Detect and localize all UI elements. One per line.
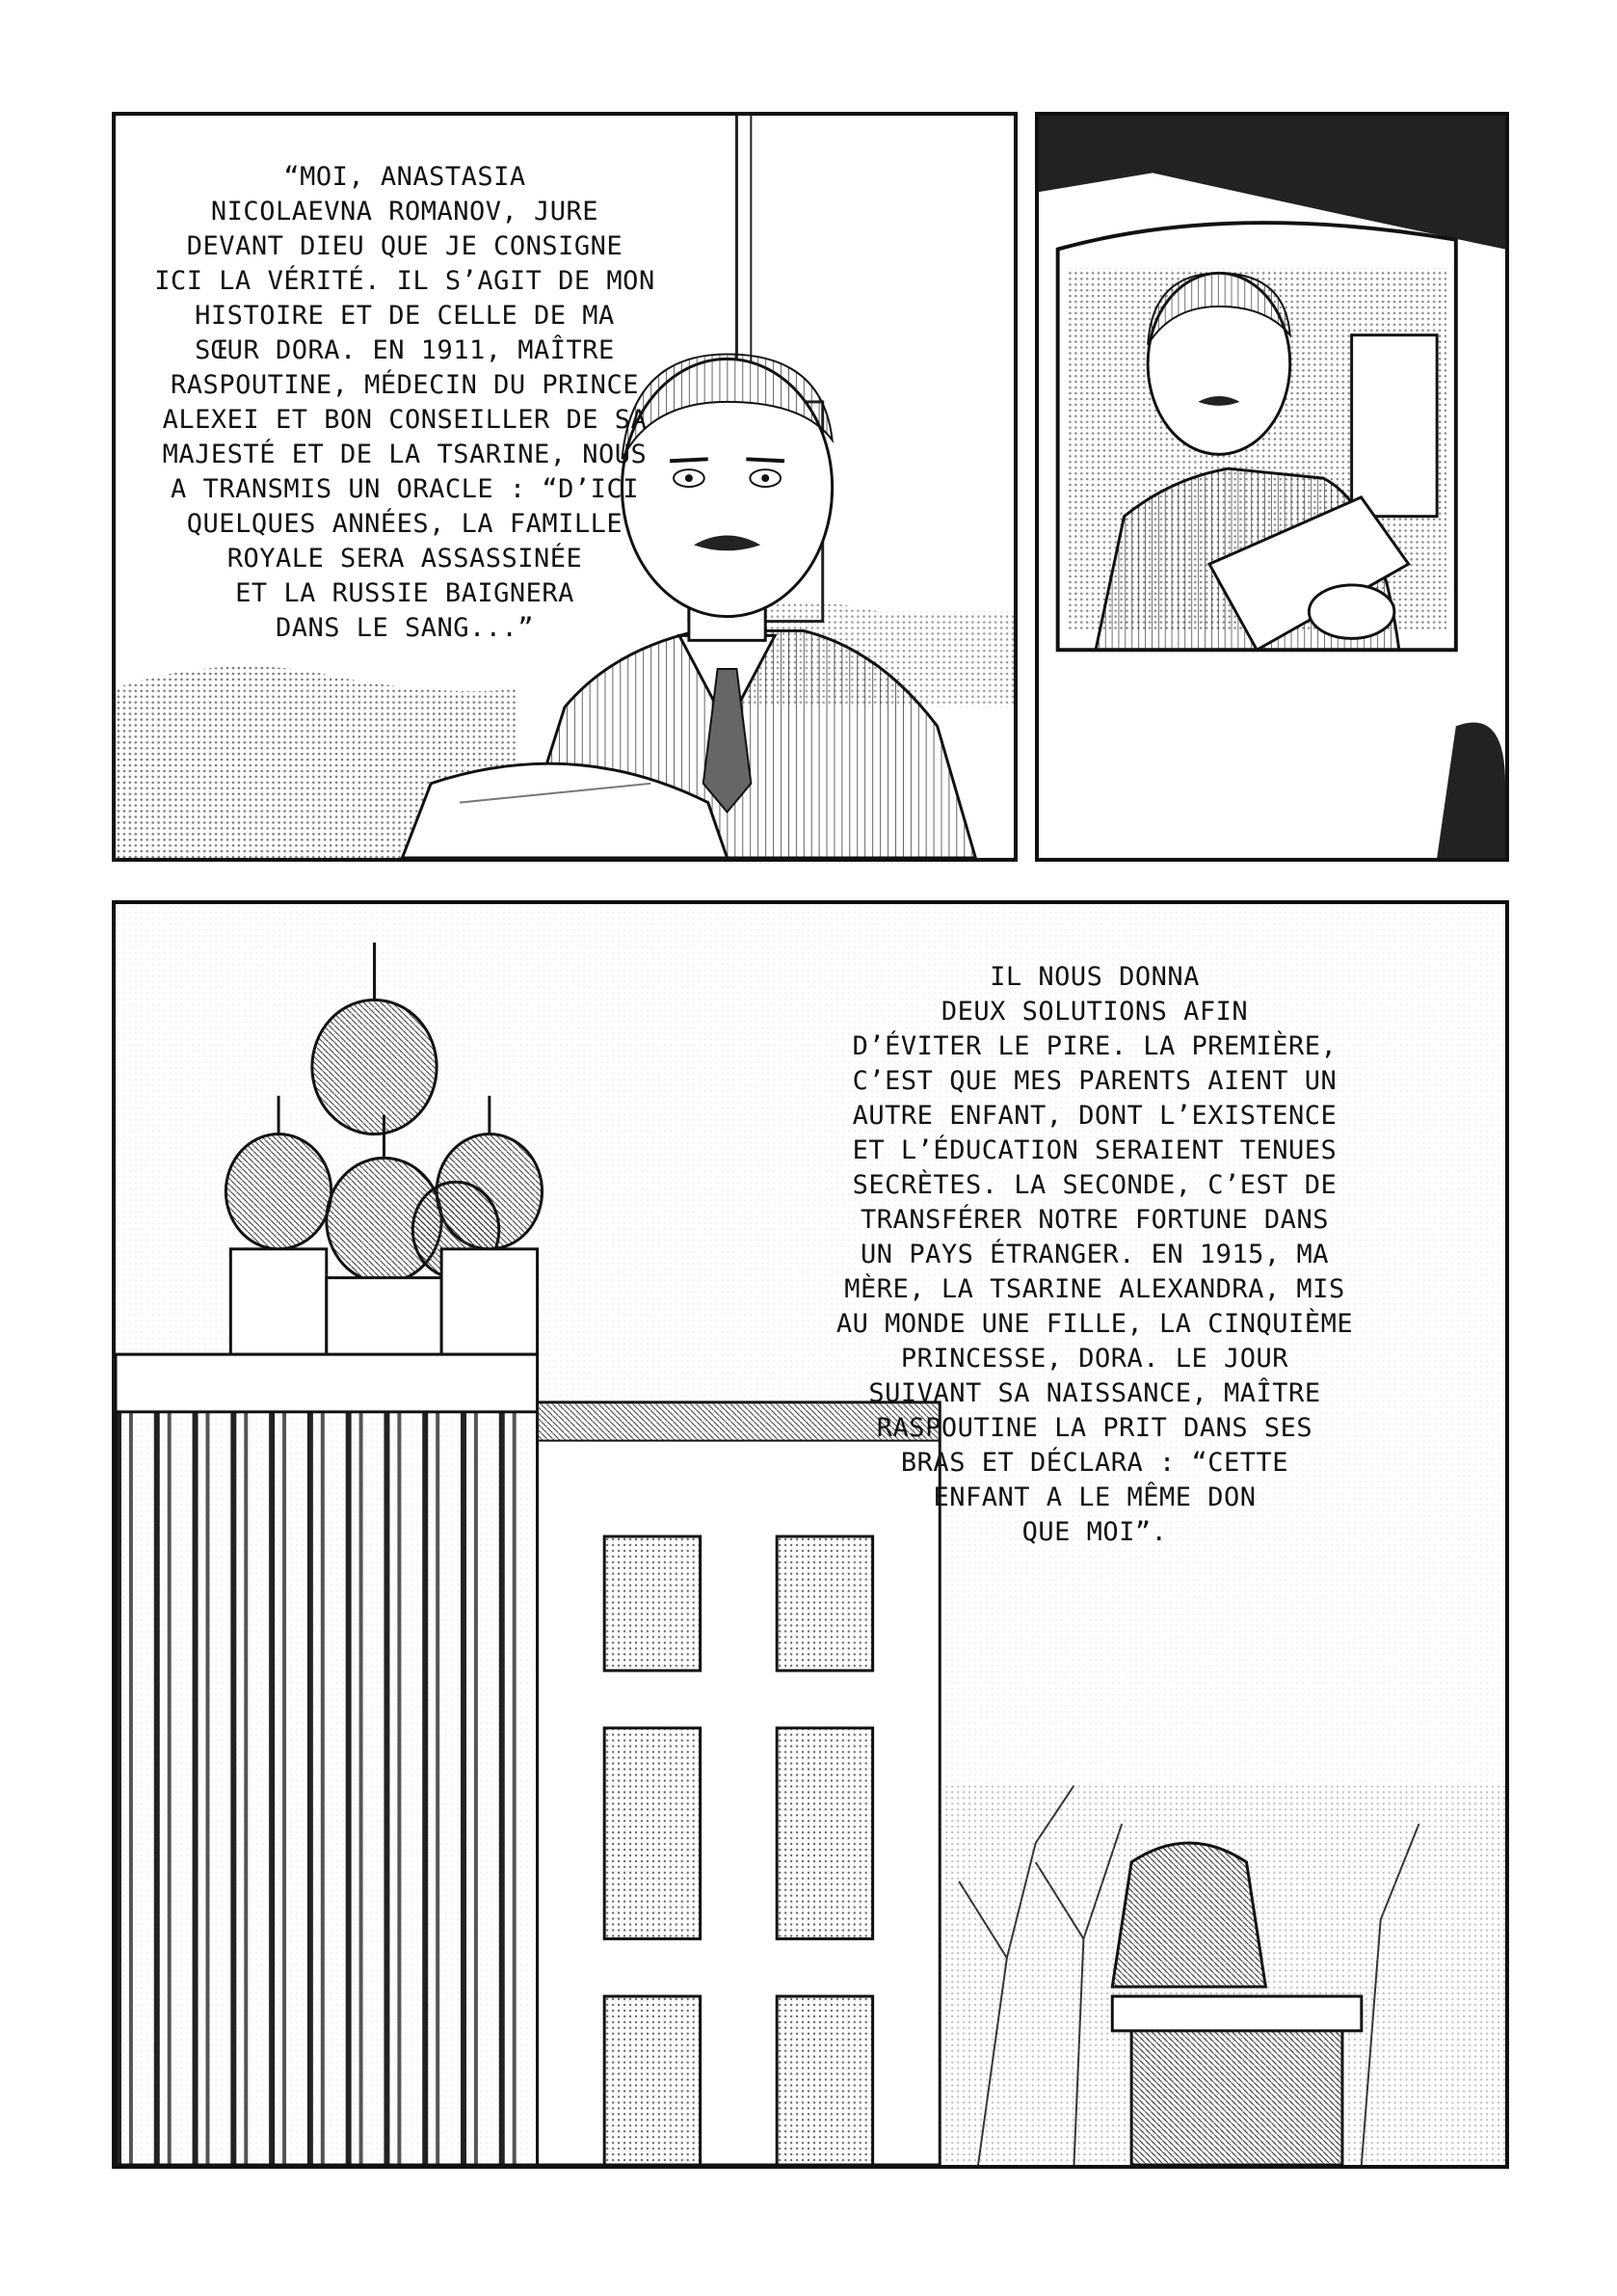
comic-panel-1 <box>112 112 1018 862</box>
narration-caption: “MOI, ANASTASIA NICOLAEVNA ROMANOV, JURE DEVANT DIEU QUE JE CONSIGNE ICI LA VÉRITÉ. IL S’AGIT DE MON HISTOIRE ET DE CELLE DE MA SŒUR DORA. EN 1911, MAÎTRE RASPOUTINE, MÉDECIN DU PRINCE ALEXEI ET BON CONSEILLER DE SA MAJESTÉ ET DE LA TSARINE, NOUS A TRANSMIS UN ORACLE : “D’ICI QUELQUES ANNÉES, LA FAMILLE ROYALE SERA ASSASSINÉE ET LA RUSSIE BAIGNERA DANS LE SANG...” <box>154 162 655 643</box>
narration-caption: IL NOUS DONNA DEUX SOLUTIONS AFIN D’ÉVITER LE PIRE. LA PREMIÈRE, C’EST QUE MES PARENTS AIENT UN AUTRE ENFANT, DONT L’EXISTENCE ET L’ÉDUCATION SERAIENT TENUES SECRÈTES. LA SECONDE, C’EST DE TRANSFÉRER NOTRE FORTUNE DANS UN PAYS ÉTRANGER. EN 1915, MA MÈRE, LA TSARINE ALEXANDRA, MIS AU MONDE UNE FILLE, LA CINQUIÈME PRINCESSE, DORA. LE JOUR SUIVANT SA NAISSANCE, MAÎTRE RASPOUTINE LA PRIT DANS SES BRAS ET DÉCLARA : “CETTE ENFANT A LE MÊME DON QUE MOI”. <box>835 962 1354 1547</box>
man-reading-in-train-illustration <box>1039 116 1505 858</box>
comic-panel-3 <box>112 900 1509 2169</box>
comic-panel-2 <box>1035 112 1509 862</box>
